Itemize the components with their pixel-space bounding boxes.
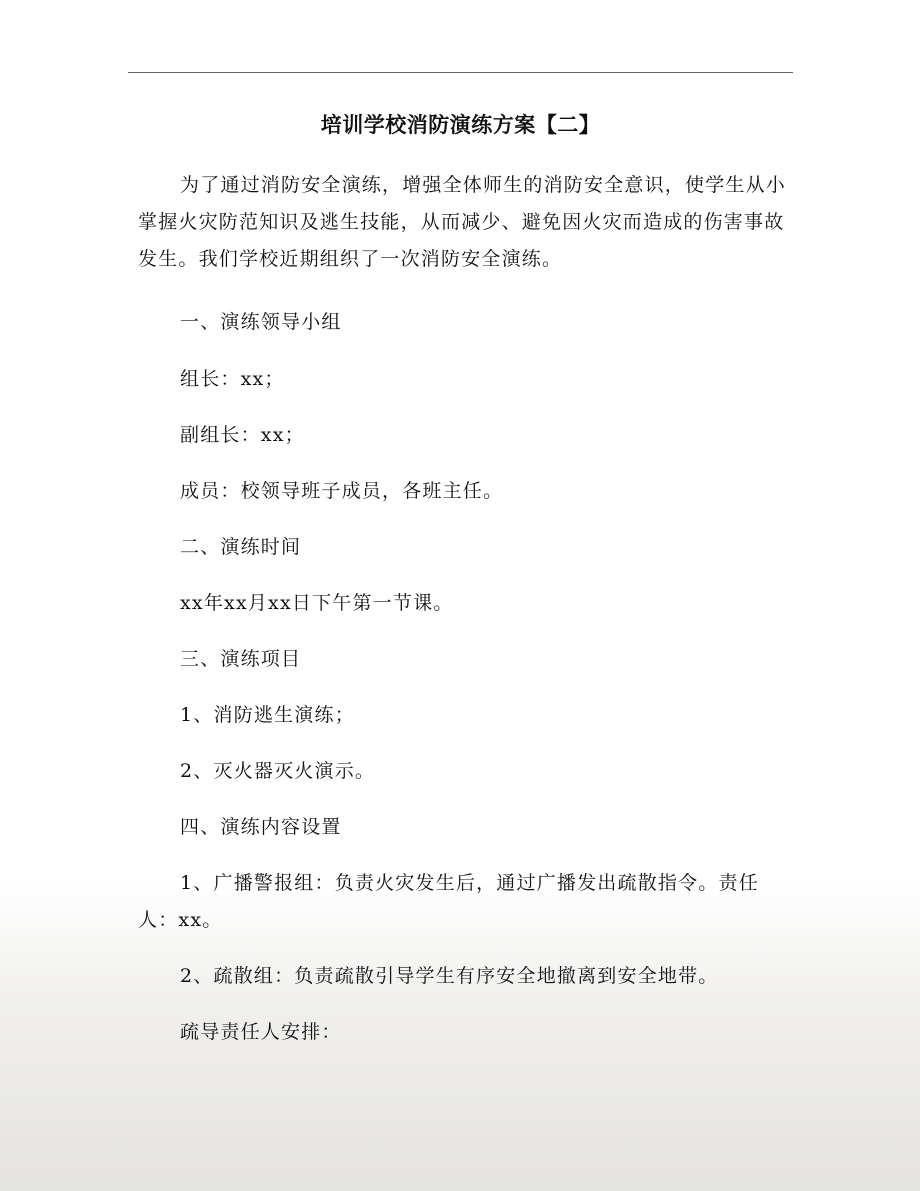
paragraph-deputy-leader: 副组长：xx； bbox=[180, 424, 305, 446]
paragraph-broadcast-group: 1、广播警报组：负责火灾发生后，通过广播发出疏散指令。责任人：xx。 bbox=[138, 872, 759, 931]
paragraph-guide-arrangement: 疏导责任人安排： bbox=[180, 1021, 342, 1043]
intro-paragraph: 为了通过消防安全演练，增强全体师生的消防安全意识，使学生从小掌握火灾防范知识及逃生技能，从而减少、避免因火灾而造成的伤害事故发生。我们学校近期组织了一次消防安全演练。 bbox=[138, 174, 787, 270]
paragraph-evacuation-group: 2、疏散组：负责疏散引导学生有序安全地撤离到安全地带。 bbox=[180, 965, 719, 987]
section-heading-leadership: 一、演练领导小组 bbox=[180, 311, 342, 333]
document-title: 培训学校消防演练方案【二】 bbox=[320, 113, 601, 137]
section-heading-items: 三、演练项目 bbox=[180, 648, 302, 670]
paragraph-team-leader: 组长：xx； bbox=[180, 368, 285, 390]
paragraph-item-extinguisher: 2、灭火器灭火演示。 bbox=[180, 760, 376, 782]
paragraph-item-evacuation: 1、消防逃生演练； bbox=[180, 704, 355, 726]
section-heading-time: 二、演练时间 bbox=[180, 536, 302, 558]
paragraph-drill-time: xx年xx月xx日下午第一节课。 bbox=[180, 592, 454, 614]
paragraph-members: 成员：校领导班子成员，各班主任。 bbox=[180, 480, 504, 502]
header-rule bbox=[128, 72, 793, 73]
section-heading-content: 四、演练内容设置 bbox=[180, 816, 342, 838]
